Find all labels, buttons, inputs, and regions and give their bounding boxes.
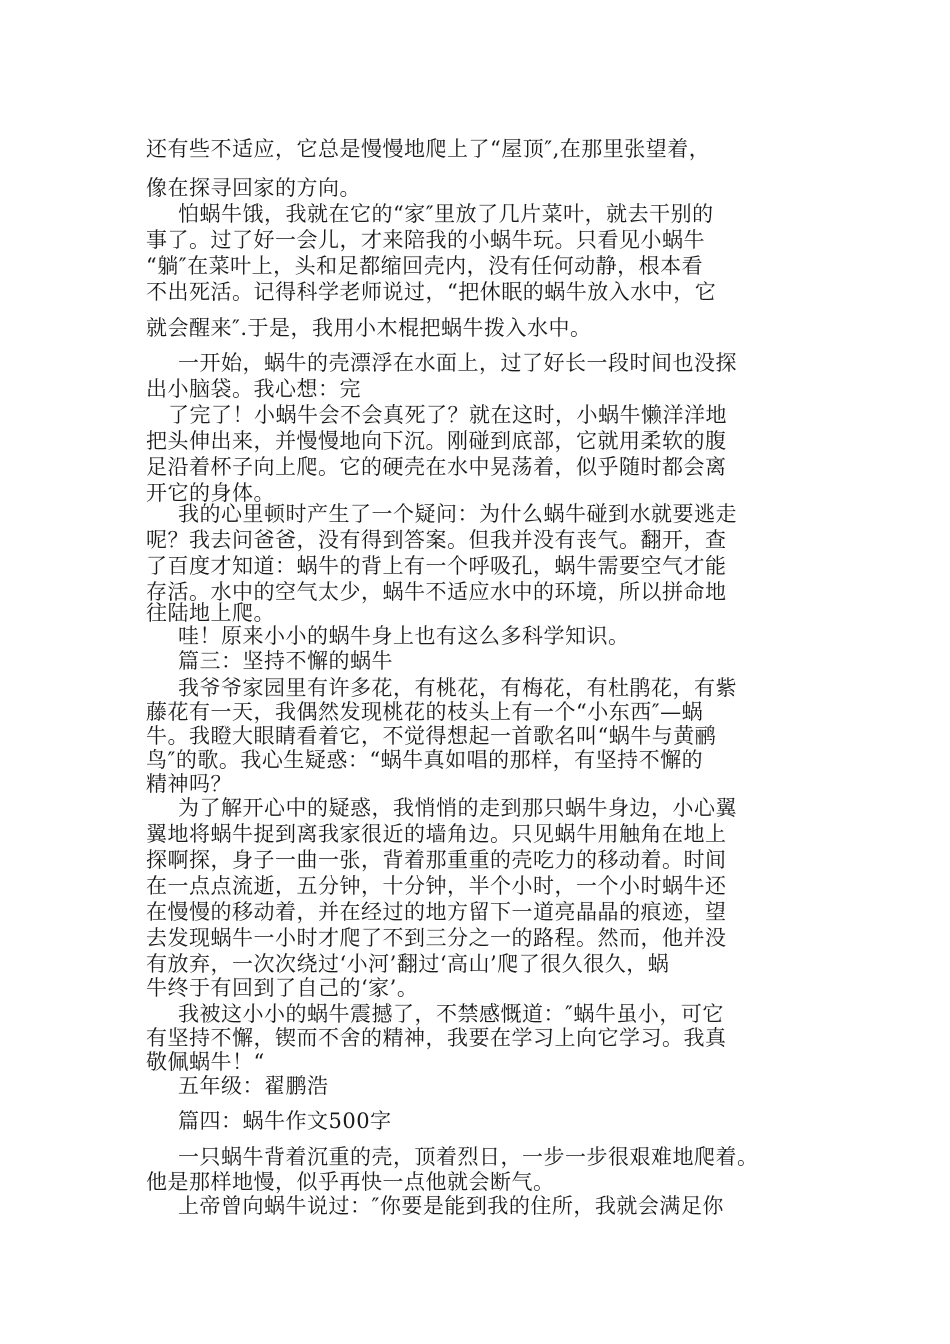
text-line: 哇！原来小小的蜗牛身上也有这么多科学知识。	[178, 624, 630, 648]
text-line: 牛。我瞪大眼睛看着它，不觉得想起一首歌名叫“蜗牛与黄鹂	[146, 724, 717, 748]
text-line: 开它的身体。	[146, 481, 275, 505]
text-line: 一只蜗牛背着沉重的壳，顶着烈日，一步一步很艰难地爬着。	[178, 1145, 759, 1169]
text-line: 怕蜗牛饿，我就在它的“家″里放了几片菜叶，就去干别的	[178, 202, 714, 226]
text-line: 有坚持不懈，锲而不舍的精神，我要在学习上向它学习。我真	[146, 1026, 727, 1050]
text-line: 足沿着杯子向上爬。它的硬壳在水中晃荡着，似乎随时都会离	[146, 455, 727, 479]
text-line: 出小脑袋。我心想：完	[146, 377, 361, 401]
author-line: 五年级：翟鹏浩	[178, 1074, 329, 1098]
text-line: 往陆地上爬。	[146, 601, 275, 625]
text-line: 了完了！小蜗牛会不会真死了？就在这时，小蜗牛懒洋洋地	[168, 403, 727, 427]
text-line: 翼地将蜗牛捉到离我家很近的墙角边。只见蜗牛用触角在地上	[146, 822, 727, 846]
text-line: 藤花有一天，我偶然发现桃花的枝头上有一个“小东西″—蜗	[146, 700, 704, 724]
text-line: 了百度才知道：蜗牛的背上有一个呼吸孔，蜗牛需要空气才能	[146, 554, 727, 578]
text-line: 我爷爷家园里有许多花，有桃花，有梅花，有杜鹃花，有紫	[178, 676, 737, 700]
text-line: 牛终于有回到了自己的‘家’。	[146, 976, 419, 1000]
text-line: 精神吗？	[146, 772, 232, 796]
text-line: 我被这小小的蜗牛震撼了，不禁感慨道：″蜗牛虽小，可它	[178, 1002, 724, 1026]
text-line: 敬佩蜗牛！“	[146, 1050, 265, 1074]
text-line: 不出死活。记得科学老师说过，“把休眠的蜗牛放入水中，它	[146, 280, 717, 304]
text-line: 一开始，蜗牛的壳漂浮在水面上，过了好长一段时间也没探	[178, 351, 737, 375]
text-line: “躺″在菜叶上，头和足都缩回壳内，没有任何动静，根本看	[146, 254, 704, 278]
text-line: 他是那样地慢，似乎再快一点他就会断气。	[146, 1170, 555, 1194]
text-line: 就会醒来″.于是，我用小木棍把蜗牛拨入水中。	[146, 316, 592, 340]
text-line: 还有些不适应，它总是慢慢地爬上了“屋顶″,在那里张望着，	[146, 137, 711, 161]
text-line: 存活。水中的空气太少，蜗牛不适应水中的环境，所以拼命地	[146, 580, 727, 604]
text-line: 鸟″的歌。我心生疑惑：“蜗牛真如唱的那样，有坚持不懈的	[146, 748, 704, 772]
text-line: 为了解开心中的疑惑，我悄悄的走到那只蜗牛身边，小心翼	[178, 796, 737, 820]
text-line: 呢？我去问爸爸，没有得到答案。但我并没有丧气。翻开，查	[146, 528, 727, 552]
text-line: 探啊探，身子一曲一张，背着那重重的壳吃力的移动着。时间	[146, 848, 727, 872]
text-line: 上帝曾向蜗牛说过：″你要是能到我的住所，我就会满足你	[178, 1194, 724, 1218]
section-heading: 篇三：坚持不懈的蜗牛	[178, 649, 393, 673]
text-line: 像在探寻回家的方向。	[146, 176, 361, 200]
text-line: 事了。过了好一会儿，才来陪我的小蜗牛玩。只看见小蜗牛	[146, 228, 705, 252]
text-line: 在一点点流逝，五分钟，十分钟，半个小时，一个小时蜗牛还	[146, 874, 727, 898]
text-line: 去发现蜗牛一小时才爬了不到三分之一的路程。然而，他并没	[146, 926, 727, 950]
section-heading: 篇四：蜗牛作文500字	[178, 1109, 392, 1133]
text-line: 在慢慢的移动着，并在经过的地方留下一道亮晶晶的痕迹，望	[146, 900, 727, 924]
text-line: 把头伸出来，并慢慢地向下沉。刚碰到底部，它就用柔软的腹	[146, 429, 727, 453]
text-line: 有放弃，一次次绕过‘小河’翻过‘高山’爬了很久很久，蜗	[146, 952, 670, 976]
text-line: 我的心里顿时产生了一个疑问：为什么蜗牛碰到水就要逃走	[178, 502, 737, 526]
